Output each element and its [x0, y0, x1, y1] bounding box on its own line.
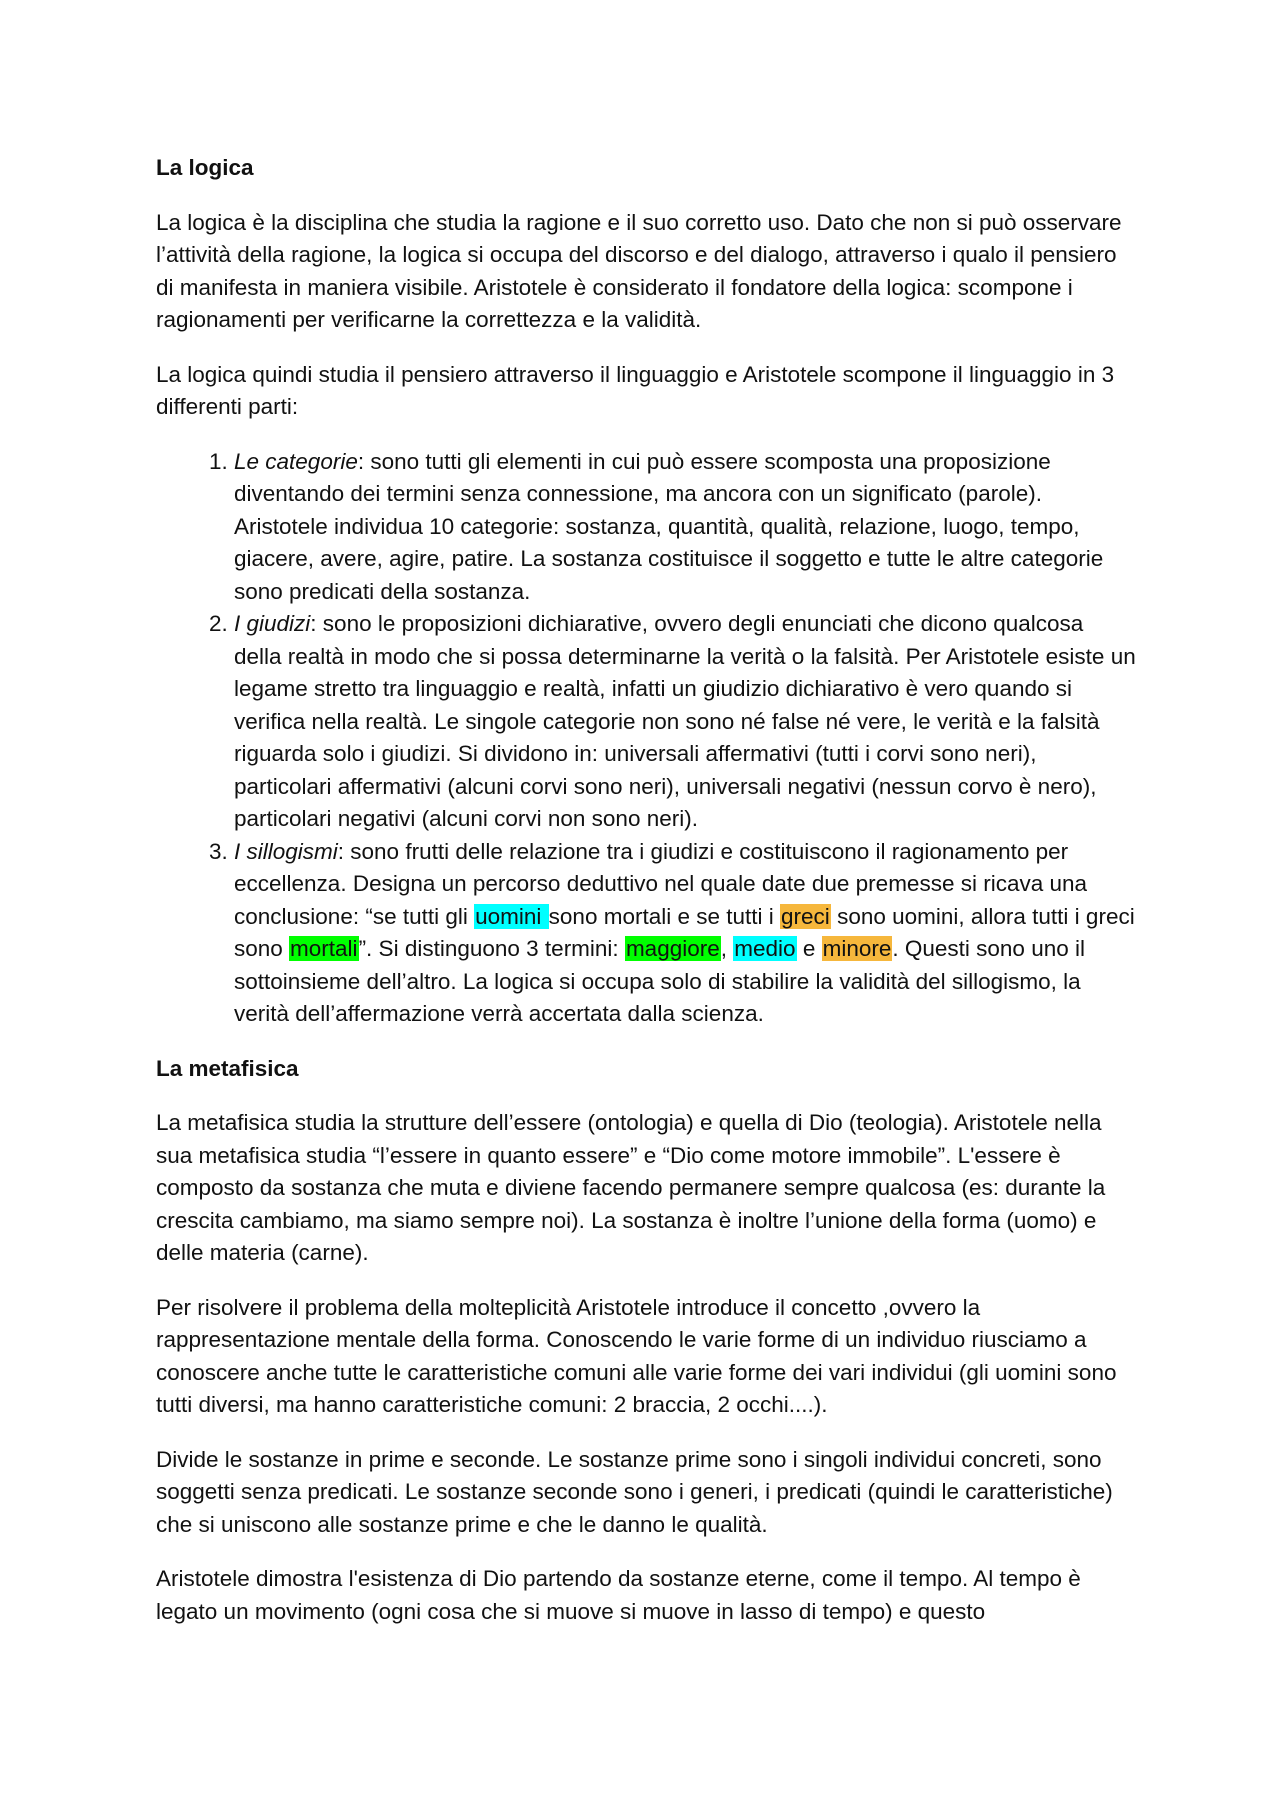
text-sillogismi-a: : sono frutti delle relazione tra i giudizi e costituiscono il ragionamento per eccellenza. Designa un percorso deduttivo nel quale date due premesse si ricava una conclusione: “se tutti gli: [234, 838, 1088, 929]
highlight-mortali: mortali: [290, 936, 358, 961]
term-sillogismi: I sillogismi: [234, 838, 338, 864]
heading-la-logica: La logica: [156, 155, 254, 180]
paragraph-logica-definition: La logica è la disciplina che studia la ragione e il suo corretto uso. Dato che non si può osservare l’attività della ragione, la logica si occupa del discorso e del dialogo, attraverso i qualo il pensiero di manifesta in maniera visibile. Aristotele è considerato il fondatore della logica: scompone i ragionamenti per verificarne la correttezza e la validità.: [156, 209, 1122, 332]
paragraph-metafisica-dio: Aristotele dimostra l'esistenza di Dio partendo da sostanze eterne, come il tempo. Al tempo è legato un movimento (ogni cosa che si muove si muove in lasso di tempo) e questo: [156, 1566, 1081, 1624]
list-item-sillogismi: [234, 836, 1136, 1031]
text-categorie: : sono tutti gli elementi in cui può essere scomposta una proposizione diventando dei termini senza connessione, ma ancora con un significato (parole). Aristotele individua 10 categorie: sostanza, quantità, qualità, relazione, luogo, tempo, giacere, avere, agire, patire. La sostanza costituisce il soggetto e tutte le altre categorie sono predicati della sostanza.: [234, 448, 1104, 604]
highlight-greci: greci: [781, 903, 830, 929]
text-sillogismi-d: ”. Si distinguono 3 termini:: [358, 936, 625, 961]
highlight-maggiore: maggiore: [625, 936, 720, 961]
text-sillogismi-c: sono uomini, allora tutti i greci sono: [234, 903, 1135, 961]
list-parti-linguaggio: [156, 446, 1136, 1031]
highlight-minore: minore: [822, 936, 892, 961]
document-content: [156, 152, 1136, 1650]
heading-la-metafisica: La metafisica: [156, 1055, 299, 1081]
highlight-medio: medio: [734, 936, 796, 961]
term-categorie: Le categorie: [234, 448, 358, 474]
text-sillogismi-b: sono mortali e se tutti i: [548, 903, 781, 929]
list-item-categorie: [234, 446, 1136, 609]
text-sillogismi-e: ,: [720, 936, 734, 961]
text-sillogismi-f: e: [796, 936, 822, 961]
paragraph-metafisica-molteplicita: Per risolvere il problema della molteplicità Aristotele introduce il concetto ,ovvero la rappresentazione mentale della forma. Conoscendo le varie forme di un individuo riusciamo a conoscere anche tutte le caratteristiche comuni alle varie forme dei vari individui (gli uomini sono tutti diversi, ma hanno caratteristiche comuni: 2 braccia, 2 occhi....).: [156, 1294, 1117, 1417]
list-item-giudizi: [234, 608, 1136, 836]
text-giudizi: : sono le proposizioni dichiarative, ovvero degli enunciati che dicono qualcosa della realtà in modo che si possa determinarne la verità o la falsità. Per Aristotele esiste un legame stretto tra linguaggio e realtà, infatti un giudizio dichiarativo è vero quando si verifica nella realtà. Le singole categorie non sono né false né vere, le verità e la falsità riguarda solo i giudizi. Si dividono in: universali affermativi (tutti i corvi sono neri), particolari affermativi (alcuni corvi sono neri), universali negativi (nessun corvo è nero), particolari negativi (alcuni corvi non sono neri).: [234, 611, 1136, 831]
paragraph-metafisica-sostanze: Divide le sostanze in prime e seconde. Le sostanze prime sono i singoli individui concreti, sono soggetti senza predicati. Le sostanze seconde sono i generi, i predicati (quindi le caratteristiche) che si uniscono alle sostanze prime e che le danno le qualità.: [156, 1446, 1113, 1537]
highlight-uomini: uomini: [475, 903, 548, 929]
paragraph-metafisica-essere: La metafisica studia la strutture dell’essere (ontologia) e quella di Dio (teologia). Aristotele nella sua metafisica studia “l’essere in quanto essere” e “Dio come motore immobile”. L'essere è composto da sostanza che muta e diviene facendo permanere sempre qualcosa (es: durante la crescita cambiamo, ma siamo sempre noi). La sostanza è inoltre l’unione della forma (uomo) e delle materia (carne).: [156, 1110, 1106, 1265]
term-giudizi: I giudizi: [234, 611, 311, 636]
text-sillogismi-g: . Questi sono uno il sottoinsieme dell’altro. La logica si occupa solo di stabilire la validità del sillogismo, la verità dell’affermazione verrà accertata dalla scienza.: [234, 936, 1085, 1026]
paragraph-logica-linguaggio: La logica quindi studia il pensiero attraverso il linguaggio e Aristotele scompone il linguaggio in 3 differenti parti:: [156, 361, 1115, 419]
